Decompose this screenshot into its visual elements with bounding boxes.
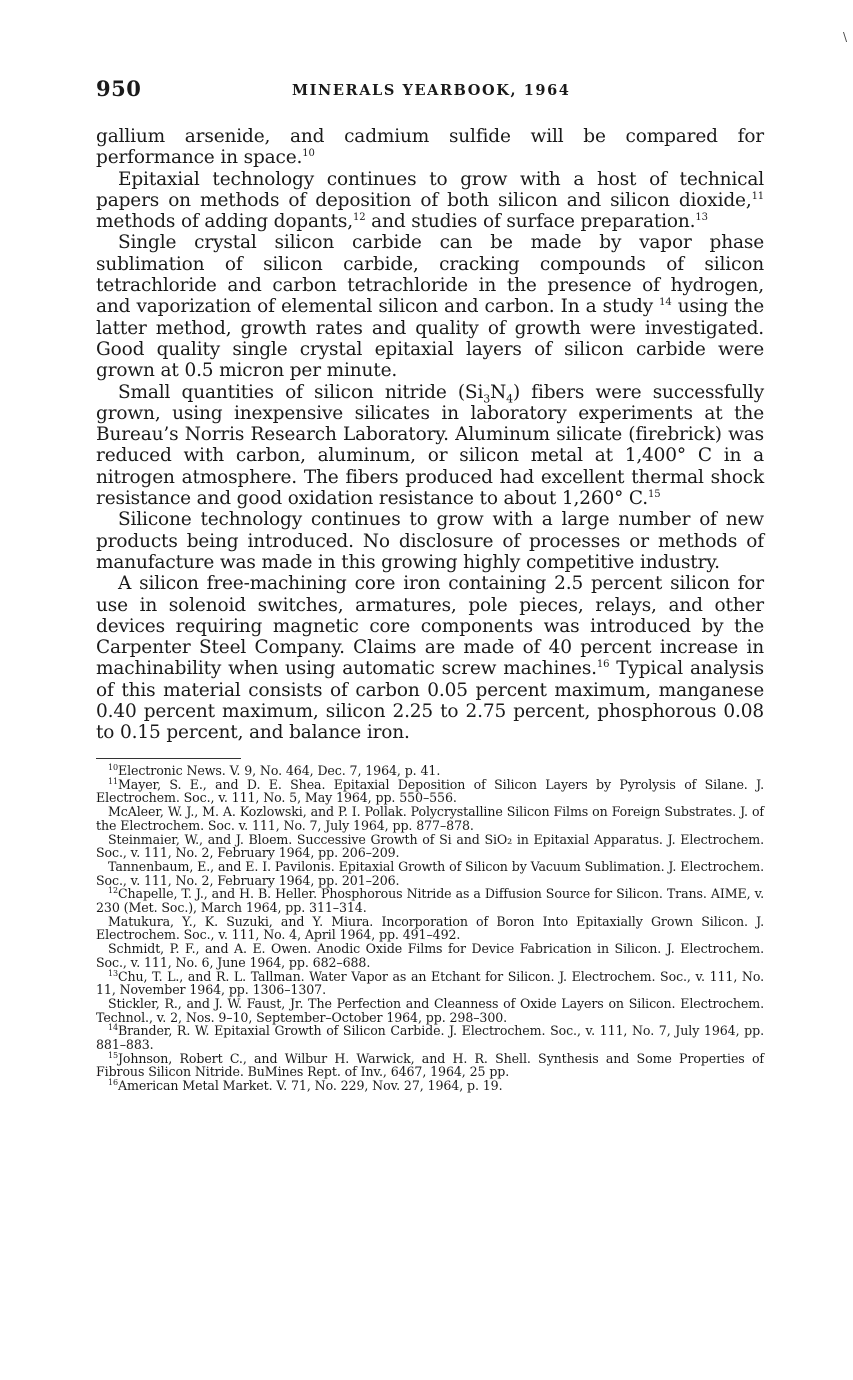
footnote-number: 14	[108, 1023, 118, 1033]
footnote-number: 13	[108, 968, 118, 978]
footnote	[96, 778, 764, 805]
paragraph-text: ) fibers were successfully grown, using inexpensive silicates in laboratory experiments at the Bureau’s Norris Research Laboratory. Aluminum silicate (firebrick) was reduced with carbon, aluminum, or silicon metal at 1,400° C in a nitrogen atmosphere. The fibers produced had excellent thermal shock resistance and good oxidation resistance to about 1,260° C.	[96, 381, 765, 510]
footnote	[96, 970, 764, 997]
footnote-text: Electronic News. V. 9, No. 464, Dec. 7, 1964, p. 41.	[117, 763, 441, 778]
paragraph-text: N	[490, 381, 507, 403]
paragraph-text: and studies of surface preparation.	[365, 211, 696, 233]
footnote-text: Stickler, R., and J. W. Faust, Jr. The Perfection and Cleanness of Oxide Layers on Silicon. Electrochem. Technol., v. 2, Nos. 9–10, September–October 1964, pp. 298–300.	[96, 995, 764, 1025]
footnote-text: Mayer, S. E., and D. E. Shea. Epitaxial Deposition of Silicon Layers by Pyrolysis of Silane. J. Electrochem. Soc., v. 111, No. 5, May 1964, pp. 550–556.	[96, 776, 764, 806]
footnote-text: McAleer, W. J., M. A. Kozlowski, and P. I. Pollak. Polycrystalline Silicon Films on Foreign Substrates. J. of the Electrochem. Soc. v. 111, No. 7, July 1964, pp. 877–878.	[96, 804, 764, 833]
footnote-text: Tannenbaum, E., and E. I. Pavilonis. Epitaxial Growth of Silicon by Vacuum Sublimation. J. Electrochem. Soc., v. 111, No. 2, February 1964, pp. 201–206.	[96, 858, 764, 888]
footnote-ref: 11	[751, 190, 764, 202]
body-paragraph	[96, 573, 764, 743]
footnote-text: Brander, R. W. Epitaxial Growth of Silicon Carbide. J. Electrochem. Soc., v. 111, No. 7, July 1964, pp. 881–883.	[96, 1023, 764, 1053]
footnote-text: Steinmaier, W., and J. Bloem. Successive Growth of Si and SiO₂ in Epitaxial Apparatus. J. Electrochem. Soc., v. 111, No. 2, February 1964, pp. 206–209.	[96, 831, 764, 861]
paragraph-text: Typical analysis of this material consists of carbon 0.05 percent maximum, manganese 0.40 percent maximum, silicon 2.25 to 2.75 percent, phosphorous 0.08 to 0.15 percent, and balance iron.	[96, 658, 764, 744]
paragraph-text: Single crystal silicon carbide can be made by vapor phase sublimation of silicon carbide, cracking compounds of silicon tetrachloride and carbon tetrachloride in the presence of hydrogen, and vaporization of elemental silicon and carbon. In a study	[96, 232, 764, 318]
body-paragraph	[96, 169, 764, 233]
footnote	[96, 1079, 764, 1093]
footnote	[96, 887, 764, 914]
footnote	[96, 1052, 764, 1079]
footnote	[96, 942, 764, 969]
footnote-ref: 12	[353, 212, 366, 224]
body-paragraph	[96, 382, 764, 510]
paragraph-text: A silicon free-machining core iron containing 2.5 percent silicon for use in solenoid switches, armatures, pole pieces, relays, and other devices requiring magnetic core components was introduced by the Carpenter Steel Company. Claims are made of 40 percent increase in machinability when using automatic screw machines.	[96, 573, 764, 680]
body-paragraph	[96, 232, 764, 381]
footnotes	[96, 764, 764, 1093]
paragraph-text: gallium arsenide, and cadmium sulfide will be compared for performance in space.	[96, 126, 764, 169]
footnote-number: 10	[108, 762, 118, 772]
footnote-ref: 16	[596, 659, 610, 671]
footnote	[96, 997, 764, 1024]
footnote-text: Matukura, Y., K. Suzuki, and Y. Miura. Incorporation of Boron Into Epitaxially Grown Silicon. J. Electrochem. Soc., v. 111, No. 4, April 1964, pp. 491–492.	[96, 913, 764, 943]
footnote-number: 15	[108, 1050, 118, 1060]
footnote	[96, 764, 764, 778]
footnote-text: Chapelle, T. J., and H. B. Heller. Phosphorous Nitride as a Diffusion Source for Silicon. Trans. AIME, v. 230 (Met. Soc.), March 1964, pp. 311–314.	[96, 886, 764, 916]
footnote-ref: 10	[302, 148, 315, 160]
footnote-ref: 15	[648, 488, 661, 500]
footnote	[96, 805, 764, 832]
footnote-number: 11	[108, 776, 118, 786]
footnote-text: American Metal Market. V. 71, No. 229, Nov. 27, 1964, p. 19.	[117, 1078, 503, 1094]
footnote	[96, 833, 764, 860]
footnote-text: Johnson, Robert C., and Wilbur H. Warwick, and H. R. Shell. Synthesis and Some Properties of Fibrous Silicon Nitride. BuMines Rept. of Inv., 6467, 1964, 25 pp.	[96, 1050, 764, 1080]
scan-mark: \	[843, 30, 848, 44]
running-head: MINERALS YEARBOOK, 1964	[292, 82, 571, 99]
footnote-ref: 13	[695, 212, 708, 224]
footnote-text: Chu, T. L., and R. L. Tallman. Water Vapor as an Etchant for Silicon. J. Electrochem. Soc., v. 111, No. 11, November 1964, pp. 1306–1307.	[96, 968, 764, 998]
footnote-number: 12	[108, 886, 118, 896]
footnote-divider	[96, 758, 241, 759]
footnote	[96, 1024, 764, 1051]
paragraph-text: Small quantities of silicon nitride (Si	[118, 381, 484, 403]
subscript: 4	[506, 392, 513, 406]
body-paragraph	[96, 126, 764, 169]
footnote	[96, 860, 764, 887]
footnote-text: Schmidt, P. F., and A. E. Owen. Anodic Oxide Films for Device Fabrication in Silicon. J. Electrochem. Soc., v. 111, No. 6, June 1964, pp. 682–688.	[96, 941, 764, 970]
body-text	[96, 126, 764, 744]
paragraph-text: using the latter method, growth rates and quality of growth were investigated. Good quality single crystal epitaxial layers of silicon carbide were grown at 0.5 micron per minute.	[96, 296, 764, 382]
paragraph-text: Epitaxial technology continues to grow with a host of technical papers on methods of deposition of both silicon and silicon dioxide,	[96, 168, 764, 211]
footnote	[96, 915, 764, 942]
paragraph-text: Silicone technology continues to grow with a large number of new products being introduced. No disclosure of processes or methods of manufacture was made in this growing highly competitive industry.	[96, 509, 764, 573]
subscript: 3	[483, 392, 491, 406]
page-number: 950	[96, 76, 142, 101]
body-paragraph	[96, 509, 764, 573]
page-header	[96, 76, 766, 106]
footnote-ref: 14	[659, 297, 672, 309]
footnote-number: 16	[108, 1077, 118, 1087]
paragraph-text: methods of adding dopants,	[96, 211, 354, 233]
